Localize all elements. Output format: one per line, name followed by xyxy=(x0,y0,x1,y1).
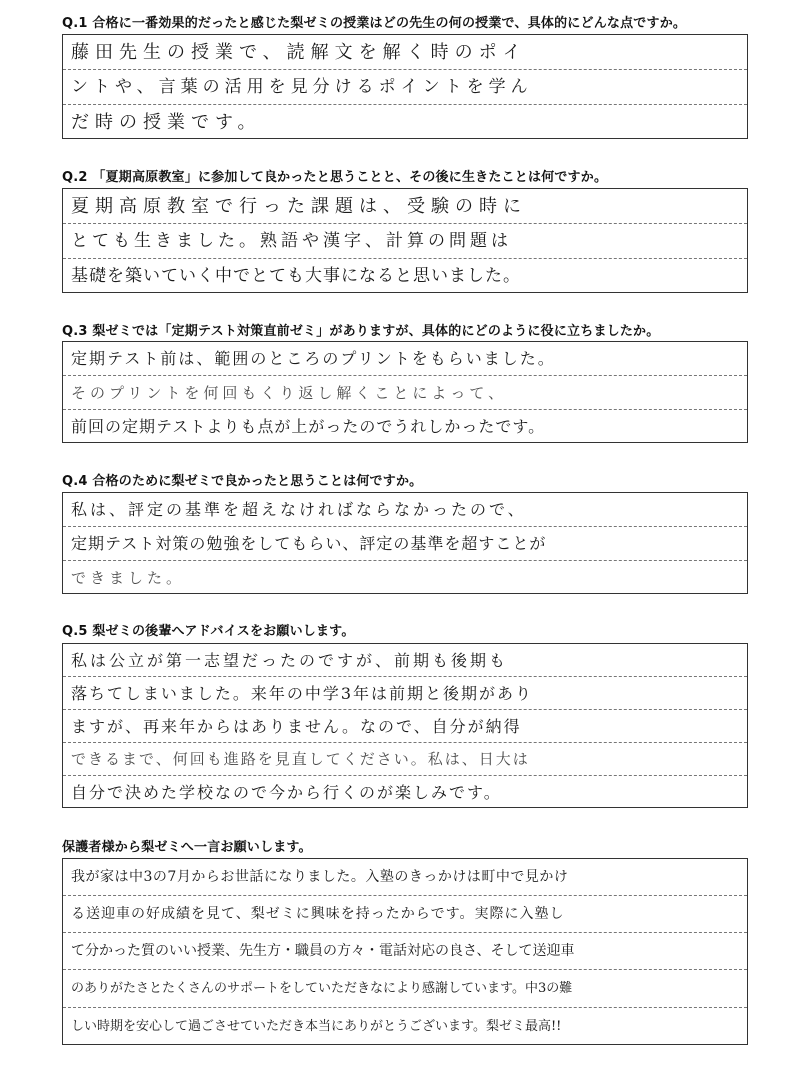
answer-4-line-1: 私は、評定の基準を超えなければならなかったので、 xyxy=(63,493,747,527)
answer-1-line-1: 藤田先生の授業で、読解文を解く時のポイ xyxy=(63,35,747,70)
parent-comment-box xyxy=(62,858,748,1045)
answer-box-2 xyxy=(62,188,748,293)
answer-1-line-2: ントや、言葉の活用を見分けるポイントを学ん xyxy=(63,70,747,105)
answer-2-line-1: 夏期高原教室で行った課題は、受験の時に xyxy=(63,189,747,224)
parent-line-4: のありがたさとたくさんのサポートをしていただきなにより感謝しています。中3の難 xyxy=(63,970,747,1008)
answer-5-line-2: 落ちてしまいました。来年の中学3年は前期と後期があり xyxy=(63,677,747,710)
answer-3-line-1: 定期テスト前は、範囲のところのプリントをもらいました。 xyxy=(63,342,747,376)
parent-line-2: る送迎車の好成績を見て、梨ゼミに興味を持ったからです。実際に入塾し xyxy=(63,896,747,933)
question-1-title: Q.1 合格に一番効果的だったと感じた梨ゼミの授業はどの先生の何の授業で、具体的にどんな点ですか。 xyxy=(62,16,687,31)
answer-3-line-3: 前回の定期テストよりも点が上がったのでうれしかったです。 xyxy=(71,417,546,436)
parent-line-5: しい時期を安心して過ごさせていただき本当にありがとうございます。梨ゼミ最高!! xyxy=(71,1019,562,1034)
question-2-title: Q.2 「夏期高原教室」に参加して良かったと思うことと、その後に生きたことは何ですか。 xyxy=(62,170,608,185)
answer-3-line-2: そのプリントを何回もくり返し解くことによって、 xyxy=(63,376,747,410)
answer-box-4 xyxy=(62,492,748,594)
parent-line-3: て分かった質のいい授業、先生方・職員の方々・電話対応の良さ、そして送迎車 xyxy=(63,933,747,970)
answer-5-line-4: できるまで、何回も進路を見直してください。私は、日大は xyxy=(63,743,747,776)
answer-5-line-1: 私は公立が第一志望だったのですが、前期も後期も xyxy=(63,644,747,677)
question-5-title: Q.5 梨ゼミの後輩へアドバイスをお願いします。 xyxy=(62,624,355,639)
parent-comment-title: 保護者様から梨ゼミへ一言お願いします。 xyxy=(62,840,312,855)
answer-2-line-2: とても生きました。熟語や漢字、計算の問題は xyxy=(63,224,747,259)
answer-4-line-3: できました。 xyxy=(71,569,186,587)
answer-box-5 xyxy=(62,643,748,808)
answer-5-line-5: 自分で決めた学校なので今から行くのが楽しみです。 xyxy=(71,783,502,802)
question-3-title: Q.3 梨ゼミでは「定期テスト対策直前ゼミ」がありますが、具体的にどのように役に立ちましたか。 xyxy=(62,324,660,339)
parent-line-1: 我が家は中3の7月からお世話になりました。入塾のきっかけは町中で見かけ xyxy=(63,859,747,896)
answer-5-line-3: ますが、再来年からはありません。なので、自分が納得 xyxy=(63,710,747,743)
answer-box-3 xyxy=(62,341,748,443)
answer-4-line-2: 定期テスト対策の勉強をしてもらい、評定の基準を超すことが xyxy=(63,527,747,561)
answer-box-1 xyxy=(62,34,748,139)
answer-2-line-3: 基礎を築いていく中でとても大事になると思いました。 xyxy=(71,266,521,286)
answer-1-line-3: だ時の授業です。 xyxy=(71,112,262,133)
question-4-title: Q.4 合格のために梨ゼミで良かったと思うことは何ですか。 xyxy=(62,474,423,489)
